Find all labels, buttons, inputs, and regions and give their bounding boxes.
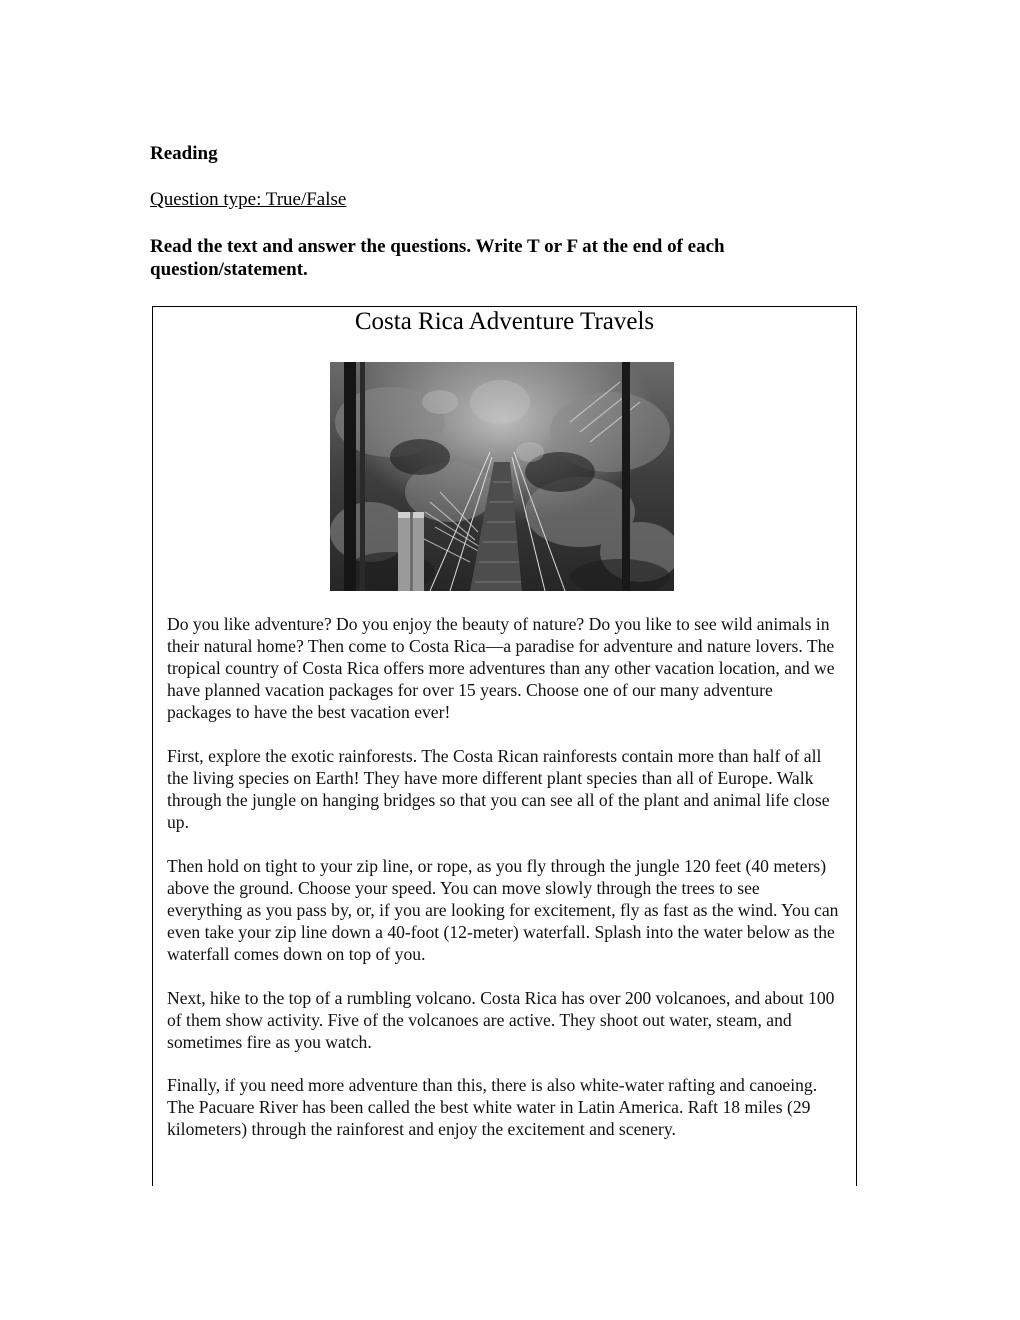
article-paragraph-1: Do you like adventure? Do you enjoy the beauty of nature? Do you like to see wild animals in their natural home? Then come to Costa Rica—a paradise for adventure and nature lovers. The tropical country of Costa Rica offers more adventures than any other vacation location, and we have planned vacation packages for over 15 years. Choose one of our many adventure packages to have the best vacation ever! (167, 614, 835, 722)
article-paragraph-4: Next, hike to the top of a rumbling volcano. Costa Rica has over 200 volcanoes, and about 100 of them show activity. Five of the volcanoes are active. They shoot out water, steam, and sometimes fire as you watch. (167, 988, 835, 1052)
section-label: Reading (150, 143, 218, 164)
article-box (152, 306, 857, 1186)
article-paragraph-5: Finally, if you need more adventure than this, there is also white-water rafting and canoeing. The Pacuare River has been called the best white water in Latin America. Raft 18 miles (29 kilometers) through the rainforest and enjoy the excitement and scenery. (167, 1075, 818, 1139)
article-title: Costa Rica Adventure Travels (354, 308, 655, 335)
article-paragraph-3: Then hold on tight to your zip line, or rope, as you fly through the jungle 120 feet (40 meters) above the ground. Choose your speed. You can move slowly through the trees to see everything as you pass by, or, if you are looking for excitement, fly as fast as the wind. You can even take your zip line down a 40-foot (12-meter) waterfall. Splash into the water below as the waterfall comes down on top of you. (167, 856, 839, 964)
article-paragraph-2: First, explore the exotic rainforests. The Costa Rican rainforests contain more than half of all the living species on Earth! They have more different plant species than all of Europe. Walk through the jungle on hanging bridges so that you can see all of the plant and animal life close up. (167, 746, 830, 832)
rainforest-bridge-photo (330, 362, 674, 591)
question-type: Question type: True/False (150, 189, 347, 210)
instructions: Read the text and answer the questions. Write T or F at the end of each question/statement. (150, 236, 725, 280)
